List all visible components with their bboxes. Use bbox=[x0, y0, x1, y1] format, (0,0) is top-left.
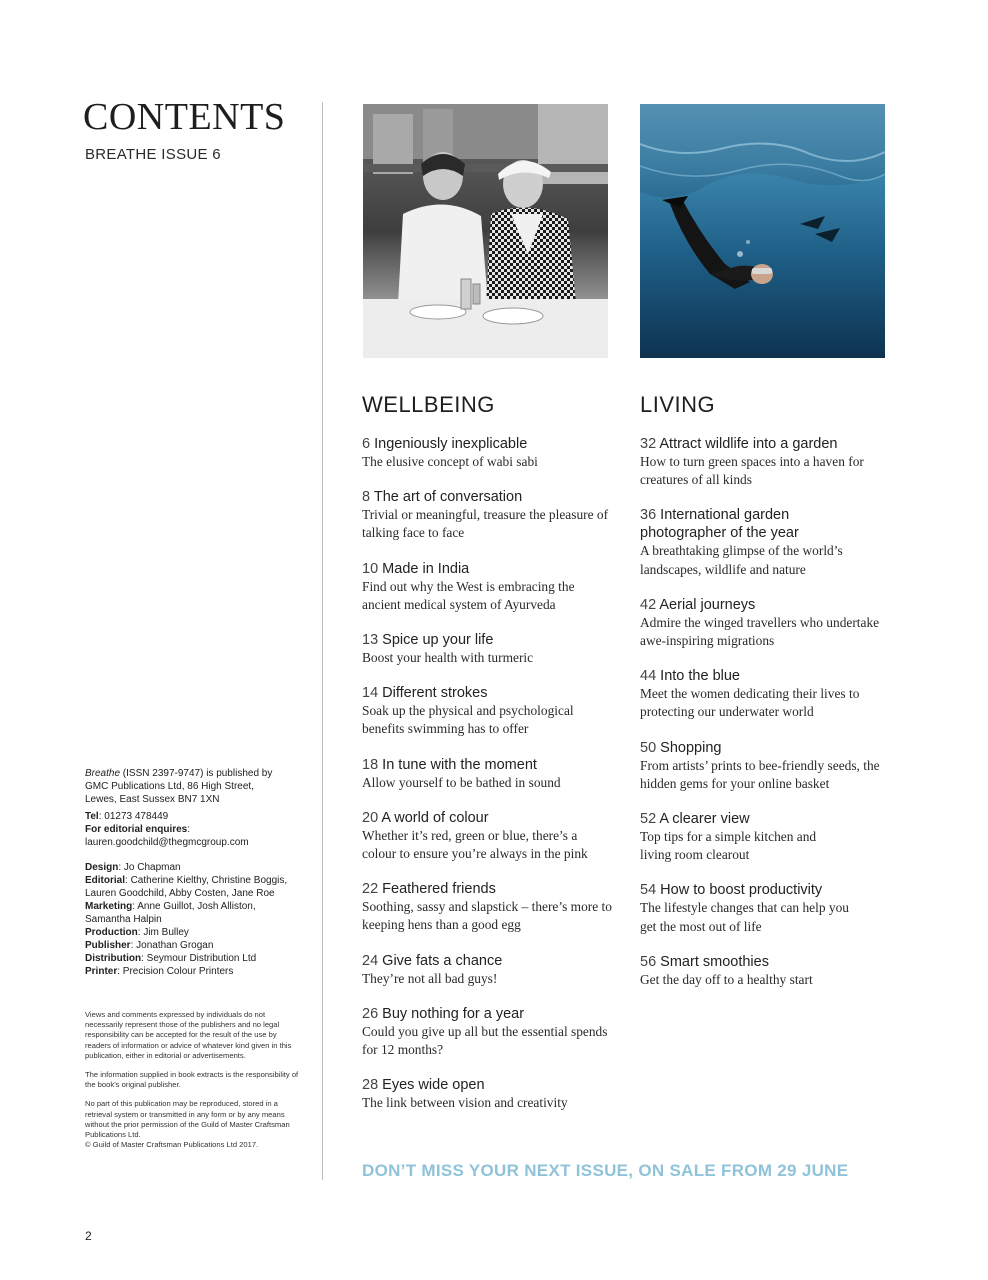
entry-page-number: 20 bbox=[362, 809, 379, 826]
entry-description: Boost your health with turmeric bbox=[362, 650, 534, 666]
entry-title bbox=[362, 684, 612, 702]
vintage-cafe-photo bbox=[363, 104, 608, 358]
credits-list bbox=[85, 861, 300, 978]
entry-description: Soothing, sassy and slapstick – there’s more to keeping hens than a good egg bbox=[362, 899, 612, 933]
contents-entry[interactable] bbox=[362, 631, 612, 667]
next-issue-banner: DON’T MISS YOUR NEXT ISSUE, ON SALE FROM 29 JUNE bbox=[362, 1161, 849, 1180]
column-divider bbox=[322, 102, 323, 1180]
entry-description: Get the day off to a healthy start bbox=[640, 971, 813, 987]
entry-title-text: Aerial journeys bbox=[659, 596, 756, 613]
entry-page-number: 8 bbox=[362, 489, 371, 506]
contents-entry[interactable] bbox=[362, 952, 612, 988]
entry-page-number: 10 bbox=[362, 560, 379, 577]
entry-page-number: 18 bbox=[362, 756, 379, 773]
entry-title-text: Ingeniously inexplicable bbox=[374, 436, 528, 452]
contents-entry[interactable] bbox=[640, 667, 890, 721]
credit-line bbox=[85, 926, 300, 939]
address-line-2: Lewes, East Sussex BN7 1XN bbox=[85, 794, 220, 805]
entry-page-number: 50 bbox=[640, 739, 657, 756]
credit-value: : Jo Chapman bbox=[118, 862, 181, 873]
entry-title-text: Smart smoothies bbox=[660, 953, 769, 970]
contents-entry[interactable] bbox=[640, 881, 890, 935]
editorial-email: lauren.goodchild@thegmcgroup.com bbox=[85, 837, 249, 848]
credit-label: Marketing bbox=[85, 901, 133, 912]
entry-page-number: 42 bbox=[640, 596, 657, 613]
contents-entry[interactable] bbox=[640, 435, 890, 489]
entry-page-number: 36 bbox=[640, 507, 657, 524]
credit-line bbox=[85, 861, 300, 874]
credit-label: Production bbox=[85, 927, 138, 938]
entry-description: Whether it’s red, green or blue, there’s a colour to ensure you’re always in the pink bbox=[362, 827, 588, 862]
entry-title bbox=[640, 881, 890, 899]
entry-page-number: 54 bbox=[640, 882, 657, 899]
entry-page-number: 28 bbox=[362, 1077, 379, 1094]
entry-title-text: In tune with the moment bbox=[382, 756, 537, 773]
page-title: CONTENTS bbox=[83, 96, 286, 138]
wellbeing-heading: WELLBEING bbox=[362, 392, 495, 417]
contents-entry[interactable] bbox=[362, 1076, 612, 1112]
entry-description: The link between vision and creativity bbox=[362, 1095, 568, 1111]
entry-title bbox=[362, 952, 612, 970]
credit-label: Publisher bbox=[85, 940, 131, 951]
contents-entry[interactable] bbox=[362, 1005, 612, 1059]
entry-title-text: Different strokes bbox=[382, 685, 488, 702]
entry-title-text: Shopping bbox=[660, 739, 722, 756]
editorial-enquiries-line bbox=[85, 823, 300, 836]
entry-title bbox=[640, 667, 890, 685]
contents-entry[interactable] bbox=[362, 435, 612, 471]
entry-description: The elusive concept of wabi sabi bbox=[362, 454, 538, 469]
living-heading: LIVING bbox=[640, 392, 716, 417]
entry-title-text: Into the blue bbox=[660, 668, 740, 685]
credit-label: Distribution bbox=[85, 953, 142, 964]
legal-notice bbox=[85, 1010, 300, 1159]
entry-page-number: 24 bbox=[362, 952, 379, 969]
entry-page-number: 6 bbox=[362, 436, 371, 452]
credit-line bbox=[85, 952, 300, 965]
tel-line bbox=[85, 810, 300, 823]
entry-page-number: 13 bbox=[362, 632, 379, 649]
entry-title-text: Spice up your life bbox=[382, 632, 494, 649]
entry-page-number: 44 bbox=[640, 668, 657, 685]
entry-title-text: Made in India bbox=[382, 560, 470, 577]
credit-line bbox=[85, 965, 300, 978]
entry-title bbox=[362, 809, 612, 827]
legal-paragraph: The information supplied in book extracts is the responsibility of the book’s original publisher. bbox=[85, 1070, 299, 1090]
credit-label: Editorial bbox=[85, 875, 126, 886]
entry-description: Admire the winged travellers who undertake awe-inspiring migrations bbox=[640, 614, 880, 649]
tel-value: : 01273 478449 bbox=[98, 811, 169, 822]
entry-description: They’re not all bad guys! bbox=[362, 970, 498, 986]
entry-title-text: International garden photographer of the year bbox=[640, 507, 799, 542]
legal-paragraph: Views and comments expressed by individuals do not necessarily represent those of the publishers and no legal responsibility can be accepted for the result of the use by readers of information or advice of whatever kind given in this publication, either in editorial or advertisements. bbox=[85, 1010, 292, 1060]
contents-entry[interactable] bbox=[362, 880, 612, 934]
entry-description: Soak up the physical and psychological benefits swimming has to offer bbox=[362, 703, 574, 737]
entry-title bbox=[362, 631, 612, 649]
contents-entry[interactable] bbox=[362, 684, 612, 738]
entry-title bbox=[362, 560, 612, 578]
entry-title-text: Give fats a chance bbox=[382, 952, 503, 969]
entry-page-number: 52 bbox=[640, 811, 657, 828]
entry-description: Trivial or meaningful, treasure the pleasure of talking face to face bbox=[362, 507, 609, 541]
contents-entry[interactable] bbox=[362, 560, 612, 614]
contents-entry[interactable] bbox=[640, 810, 890, 864]
publication-name: Breathe bbox=[85, 768, 121, 779]
tel-label: Tel bbox=[85, 811, 99, 822]
wellbeing-list bbox=[362, 435, 612, 1129]
credit-value: : Catherine Kielthy, Christine Boggis, Lauren Goodchild, Abby Costen, Jane Roe bbox=[85, 875, 288, 899]
contents-entry[interactable] bbox=[640, 596, 890, 650]
entry-description: How to turn green spaces into a haven for creatures of all kinds bbox=[640, 454, 864, 488]
entry-title-text: A world of colour bbox=[381, 809, 489, 826]
entry-description: From artists’ prints to bee-friendly seeds, the hidden gems for your online basket bbox=[640, 757, 880, 791]
copyright-line: © Guild of Master Craftsman Publications Ltd 2017. bbox=[85, 1140, 259, 1150]
imprint-publisher-line bbox=[85, 767, 300, 780]
entry-description: Allow yourself to be bathed in sound bbox=[362, 774, 561, 790]
entry-title bbox=[362, 880, 612, 898]
entry-title-text: A clearer view bbox=[659, 811, 750, 828]
entry-title-text: The art of conversation bbox=[373, 489, 523, 506]
imprint-block bbox=[85, 767, 300, 978]
contents-entry[interactable] bbox=[640, 739, 890, 793]
credit-value: : Seymour Distribution Ltd bbox=[141, 953, 257, 964]
editorial-enquiries-label: For editorial enquires bbox=[85, 824, 188, 835]
contents-entry[interactable] bbox=[362, 488, 612, 542]
entry-title bbox=[640, 739, 890, 757]
entry-title-text: Buy nothing for a year bbox=[382, 1005, 525, 1022]
credit-label: Printer bbox=[85, 966, 118, 977]
page-number: 2 bbox=[85, 1229, 92, 1243]
entry-description: The lifestyle changes that can help you get the most out of life bbox=[640, 900, 849, 934]
legal-paragraph: No part of this publication may be reproduced, stored in a retrieval system or transmitted in any form or by any means without the prior permission of the Guild of Master Craftsman Publications Ltd. bbox=[85, 1099, 290, 1140]
editorial-enquiries-colon: : bbox=[187, 824, 191, 835]
credit-value: : Precision Colour Printers bbox=[117, 966, 234, 977]
contents-entry[interactable] bbox=[362, 809, 612, 863]
entry-description: Meet the women dedicating their lives to protecting our underwater world bbox=[640, 686, 860, 720]
entry-title bbox=[640, 953, 890, 971]
entry-title-text: How to boost productivity bbox=[660, 882, 823, 899]
entry-title bbox=[362, 1005, 612, 1023]
entry-page-number: 32 bbox=[640, 436, 657, 452]
issue-subtitle: BREATHE ISSUE 6 bbox=[85, 146, 221, 163]
credit-value: : Jim Bulley bbox=[137, 927, 189, 938]
credit-label: Design bbox=[85, 862, 119, 873]
contents-entry[interactable] bbox=[362, 756, 612, 792]
credit-line bbox=[85, 939, 300, 952]
entry-description: Could you give up all but the essential spends for 12 months? bbox=[362, 1023, 608, 1058]
publication-issn: (ISSN 2397-9747) is published by bbox=[120, 768, 273, 779]
entry-title-text: Attract wildlife into a garden bbox=[659, 436, 838, 452]
entry-title bbox=[640, 506, 840, 542]
entry-title bbox=[640, 810, 890, 828]
entry-title-text: Feathered friends bbox=[382, 881, 496, 898]
entry-page-number: 26 bbox=[362, 1005, 379, 1022]
entry-description: Top tips for a simple kitchen and living room clearout bbox=[640, 829, 817, 863]
entry-title bbox=[362, 435, 612, 453]
contents-entry[interactable] bbox=[640, 953, 890, 989]
entry-title bbox=[640, 435, 890, 453]
entry-title-text: Eyes wide open bbox=[382, 1077, 485, 1094]
entry-title bbox=[362, 756, 612, 774]
credit-line bbox=[85, 900, 300, 926]
entry-page-number: 14 bbox=[362, 685, 379, 702]
contents-entry[interactable] bbox=[640, 506, 890, 578]
entry-title bbox=[362, 488, 612, 506]
address-line-1: GMC Publications Ltd, 86 High Street, bbox=[85, 781, 254, 792]
entry-page-number: 22 bbox=[362, 881, 379, 898]
underwater-diver-photo bbox=[640, 104, 885, 358]
entry-description: Find out why the West is embracing the ancient medical system of Ayurveda bbox=[362, 578, 575, 612]
entry-page-number: 56 bbox=[640, 953, 657, 970]
credit-value: : Jonathan Grogan bbox=[130, 940, 214, 951]
credit-line bbox=[85, 874, 300, 900]
living-list bbox=[640, 435, 890, 1006]
entry-title bbox=[362, 1076, 612, 1094]
credit-value: : Anne Guillot, Josh Alliston, Samantha Halpin bbox=[85, 901, 256, 925]
entry-description: A breathtaking glimpse of the world’s landscapes, wildlife and nature bbox=[640, 543, 843, 577]
entry-title bbox=[640, 596, 890, 614]
